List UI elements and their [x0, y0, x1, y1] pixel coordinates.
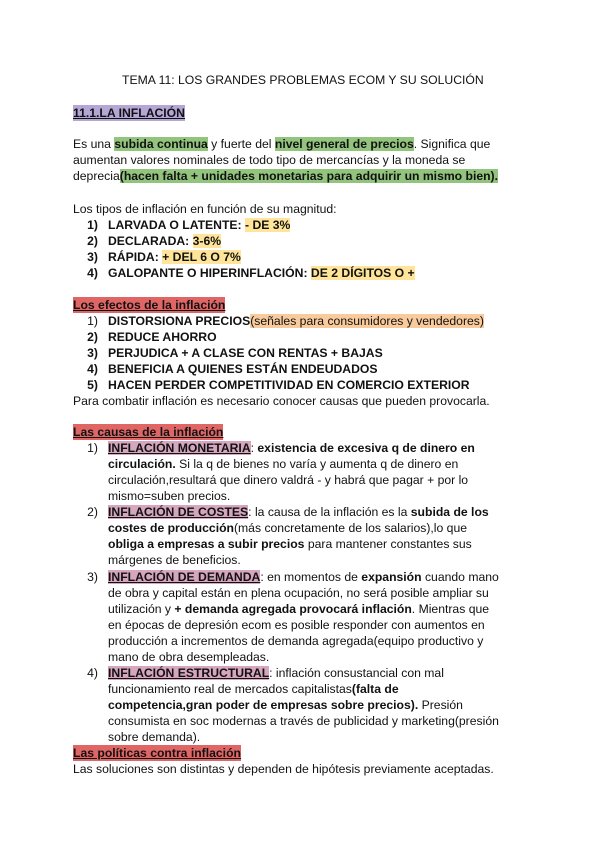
- effect-num: 2): [87, 330, 98, 344]
- cause-num: 2): [87, 505, 98, 519]
- cause-text: :: [250, 441, 258, 455]
- type-item: [72, 233, 221, 249]
- types-intro: Los tipos de inflación en función de su magnitud:: [73, 202, 337, 216]
- cause-bold: + demanda agregada provocará inflación: [174, 602, 412, 616]
- cause-num: 1): [87, 441, 98, 455]
- intro-text-3: . Significa que aumentan valores nominales de todo tipo de mercancías y la moneda se deprecia: [73, 137, 491, 183]
- cause-body: [108, 504, 504, 568]
- cause-bold: obliga a empresas a subir precios: [108, 537, 305, 551]
- section-heading-causas: Las causas de la inflación: [73, 425, 224, 439]
- cause-bold: subida de los costes de producción: [108, 505, 489, 535]
- type-num: 1): [87, 218, 98, 232]
- cause-body: [108, 569, 504, 665]
- page-title: TEMA 11: LOS GRANDES PROBLEMAS ECOM Y SU SOLUCIÓN: [122, 73, 484, 87]
- type-num: 4): [87, 266, 98, 280]
- type-item: [72, 265, 415, 281]
- cause-text: : en momentos de: [260, 570, 362, 584]
- effect-item: [72, 377, 470, 393]
- cause-num: 4): [87, 666, 98, 680]
- effect-item: [72, 313, 484, 329]
- effect-item: [72, 329, 217, 345]
- type-num: 2): [87, 234, 98, 248]
- effect-num: 1): [87, 314, 98, 328]
- effect-num: 5): [87, 378, 98, 392]
- type-value: DE 2 DÍGITOS O +: [310, 266, 415, 280]
- cause-body: [108, 440, 504, 504]
- cause-text: : inflación consustancial con mal funcionamiento real de mercados capitalistas: [108, 666, 444, 696]
- cause-bold: (falta de competencia,gran poder de empresas sobre precios).: [108, 682, 419, 712]
- type-label: LARVADA O LATENTE:: [108, 218, 245, 232]
- cause-text: . Mientras que en épocas de depresión ecom es posible responder con aumentos en producción a incrementos de demanda agregada(equipo productivo y mano de obra desempleadas.: [108, 602, 490, 664]
- effect-note: (señales para consumidores y vendedores): [250, 314, 484, 328]
- intro-text-1: Es una: [73, 137, 115, 151]
- effect-text: HACEN PERDER COMPETITIVIDAD EN COMERCIO EXTERIOR: [108, 378, 470, 392]
- section-heading-inflacion: 11.1.LA INFLACIÓN: [73, 106, 185, 120]
- cause-name: INFLACIÓN MONETARIA: [108, 441, 251, 455]
- cause-name: INFLACIÓN DE COSTES: [108, 505, 249, 519]
- intro-highlight-subida: subida continua: [114, 137, 208, 151]
- effects-closing: Para combatir inflación es necesario conocer causas que pueden provocarla.: [73, 394, 490, 408]
- type-label: GALOPANTE O HIPERINFLACIÓN:: [108, 266, 311, 280]
- section-heading-efectos: Los efectos de la inflación: [73, 298, 226, 312]
- intro-text-2: y fuerte del: [207, 137, 275, 151]
- intro-highlight-unidades: (hacen falta + unidades monetarias para adquirir un mismo bien).: [119, 169, 499, 183]
- effect-num: 3): [87, 346, 98, 360]
- cause-bold: expansión: [361, 570, 422, 584]
- effect-item: [72, 361, 378, 377]
- type-value: - DE 3%: [245, 218, 291, 232]
- effect-text: BENEFICIA A QUIENES ESTÁN ENDEUDADOS: [108, 362, 378, 376]
- type-value: 3-6%: [192, 234, 222, 248]
- cause-text: (más concretamente de los salarios),lo que: [233, 521, 467, 535]
- type-label: DECLARADA:: [108, 234, 193, 248]
- cause-bold: existencia de excesiva q de dinero en circulación.: [108, 441, 475, 471]
- effect-text: DISTORSIONA PRECIOS: [108, 314, 251, 328]
- cause-num: 3): [87, 570, 98, 584]
- section-heading-politicas: Las políticas contra inflación: [73, 746, 241, 760]
- cause-body: [108, 665, 504, 745]
- policies-text: Las soluciones son distintas y dependen de hipótesis previamente aceptadas.: [73, 762, 494, 776]
- cause-name: INFLACIÓN ESTRUCTURAL: [108, 666, 270, 680]
- cause-text: Si la q de bienes no varía y aumenta q de dinero en circulación,resultará que dinero valdrá - y habrá que pagar + por lo mismo=suben precios.: [108, 457, 469, 503]
- type-item: [72, 249, 241, 265]
- effect-num: 4): [87, 362, 98, 376]
- intro-highlight-nivel: nivel general de precios: [274, 137, 414, 151]
- cause-name: INFLACIÓN DE DEMANDA: [108, 570, 261, 584]
- effect-text: REDUCE AHORRO: [108, 330, 217, 344]
- type-label: RÁPIDA:: [108, 250, 163, 264]
- cause-text: cuando mano de obra y capital están en plena ocupación, no será posible ampliar su utilización y: [108, 570, 499, 616]
- type-num: 3): [87, 250, 98, 264]
- type-value: + DEL 6 O 7%: [162, 250, 241, 264]
- cause-text: Presión consumista en soc modernas a través de publicidad y marketing(presión sobre demanda).: [108, 698, 499, 744]
- cause-text: : la causa de la inflación es la: [248, 505, 411, 519]
- cause-text: para mantener constantes sus márgenes de beneficios.: [108, 537, 472, 567]
- effect-item: [72, 345, 383, 361]
- type-item: [72, 217, 290, 233]
- effect-text: PERJUDICA + A CLASE CON RENTAS + BAJAS: [108, 346, 383, 360]
- intro-paragraph: [73, 136, 533, 184]
